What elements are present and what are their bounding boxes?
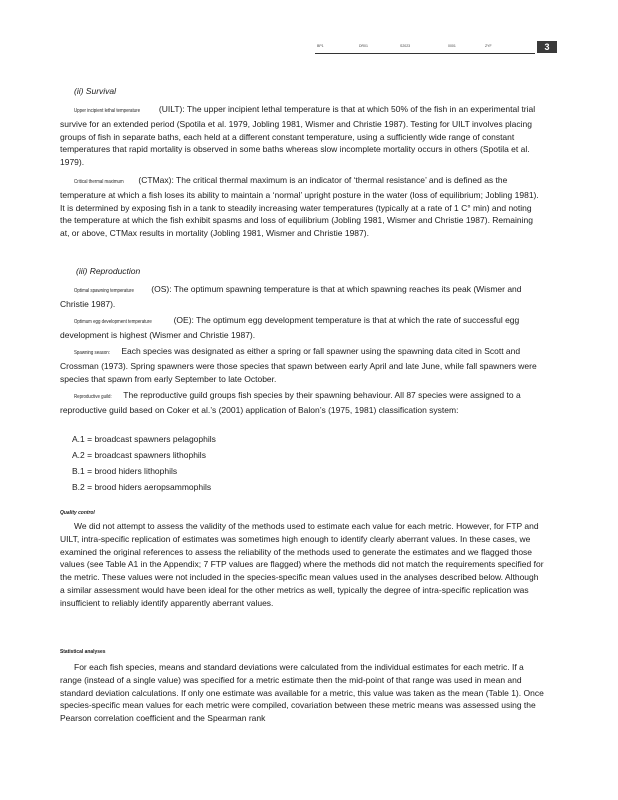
section-heading-survival: (ii) Survival [74, 86, 117, 96]
term-ctmax: Critical thermal maximum [74, 179, 124, 185]
paragraph-reproductive-guild [60, 389, 544, 417]
term-oe: Optimum egg development temperature [74, 319, 152, 325]
page-number: 3 [537, 41, 557, 53]
guild-list-item: B.1 = brood hiders lithophils [72, 466, 178, 476]
paragraph-uilt [60, 103, 544, 169]
paragraph-spawning-season [60, 345, 544, 385]
paragraph-statistical-analyses: For each fish species, means and standard deviations were calculated from the individual estimates for each metric. If a range (instead of a single value) was specified for a metric estimate then the mid-point of that range was used in mean and standard deviation calculations. If only one estimate was available for a metric, this value was taken as the mean (Table 1). Once species-specific mean values for each metric were compiled, covariation between these metric means was assessed using the Pearson correlation coefficient and the Spearman rank [60, 662, 544, 724]
guild-list-item: A.2 = broadcast spawners lithophils [72, 450, 206, 460]
header-item: BP1 [317, 44, 324, 48]
os-body: (OS): The optimum spawning temperature is that at which spawning reaches its peak (Wismer and Christie 1987). [60, 284, 522, 309]
term-uilt: Upper incipient lethal temperature [74, 108, 141, 114]
section-heading-statistical-analyses: Statistical analyses [60, 649, 106, 655]
term-spawning-season: Spawning season: [74, 350, 110, 356]
guild-body: The reproductive guild groups fish species by their spawning behaviour. All 87 species were assigned to a reproductive guild based on Coker et al.’s (2001) application of Balon’s (1975, 1981) classification system: [60, 390, 521, 415]
oe-body: (OE): The optimum egg development temperature is that at which the rate of successful egg development is highest (Wismer and Christie 1987). [60, 315, 520, 340]
guild-list-item: B.2 = brood hiders aeropsammophils [72, 482, 212, 492]
term-os: Optimal spawning temperature [74, 288, 134, 294]
paragraph-oe [60, 314, 544, 342]
paragraph-os [60, 283, 544, 311]
header-item: 0001 [448, 44, 456, 48]
running-header [315, 44, 559, 54]
ctmax-body: (CTMax): The critical thermal maximum is an indicator of ‘thermal resistance’ and is defined as the temperature at which a fish loses its ability to maintain a ‘normal’ upright posture in the water (loss of equilibrium; Jobling 1981). It is determined by exposing fish in a tank to steadily increasing water temperatures (typically at a rate of 1 C° min) and noting the temperature at which the fish exhibit spasms and loss of equilibrium (Jobling 1981, Wismer and Christie 1987). Remaining at, or above, CTMax results in mortality (Jobling 1981, Wismer and Christie 1987). [60, 175, 539, 239]
guild-list-item: A.1 = broadcast spawners pelagophils [72, 434, 216, 444]
header-item: DR01 [359, 44, 368, 48]
section-heading-quality-control: Quality control [60, 510, 95, 516]
header-item: ZYF [485, 44, 492, 48]
paragraph-quality-control: We did not attempt to assess the validity of the methods used to estimate each value for each metric. However, for FTP and UILT, intra-specific replication of estimates was sometimes high enough to identify clearly aberrant values. In these cases, we examined the original references to assess the reliability of the methods used to generate the estimates and we flagged those values (see Table A1 in the Appendix; 7 FTP values are flagged) where the methods did not match the requirements specified for the metric. These values were not included in the species-specific mean values used in the analyses described below. Although a similar assessment would have been ideal for the other metrics as well, typically the degree of intra-specific replication was insufficient to reliably identify apparently aberrant values. [60, 521, 544, 608]
section-heading-reproduction: (iii) Reproduction [76, 266, 141, 276]
term-reproductive-guild: Reproductive guild: [74, 394, 112, 400]
spawning-season-body: Each species was designated as either a spring or fall spawner using the spawning data cited in Scott and Crossman (1973). Spring spawners were those species that spawn between early April and late June, while fall spawners were species that spawn from early September to late October. [60, 346, 537, 384]
uilt-body: (UILT): The upper incipient lethal temperature is that at which 50% of the fish in an experimental trial survive for an extended period (Spotila et al. 1979, Jobling 1981, Wismer and Christie 1987). Testing for UILT involves placing groups of fish in separate baths, each held at a different constant temperature, using a sufficiently wide range of constant temperatures that rapid mortality is observed in some baths whereas slow incomplete mortality occurs in others (Spotila et al. 1979). [60, 104, 536, 168]
header-rule [315, 53, 535, 54]
paragraph-ctmax [60, 174, 544, 240]
header-item: S2023 [400, 44, 411, 48]
